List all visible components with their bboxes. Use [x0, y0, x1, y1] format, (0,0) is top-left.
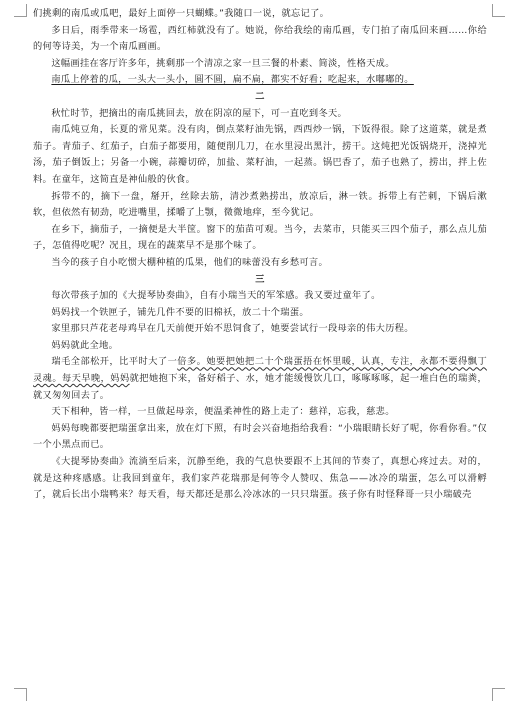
- body-paragraph: 这幅画挂在客厅许多年，挑剩那一个清凉之家一旦三餐的朴素、简淡，性格天成。: [51, 57, 395, 69]
- body-paragraph: 当今的孩子自小吃惯大棚种植的瓜果，他们的味蕾没有乡愁可言。: [51, 256, 328, 268]
- body-paragraph: 妈妈就此全地。: [51, 339, 119, 351]
- body-paragraph: 们挑剩的南瓜或瓜吧，最好上面停一只蝴蝶。”我随口一说，就忘记了。: [33, 8, 330, 19]
- crop-mark-bottom-left: [14, 688, 27, 701]
- document-body: [33, 6, 487, 504]
- wavy-underlined-text: 倍多。她要把她把二十个瑞蛋捂在怀里暖，认真，专注，永都不要得飘丁灵魂。每天早晚，妈妈: [33, 356, 487, 385]
- body-paragraph: 在乡下，摘茄子，一摘便是大半筐。窗下的茄苗可观。当今，去菜市，只能买三四个茄子，那么点儿茄子，怎值得吃呢？况且，现在的蔬菜早不是那个味了。: [33, 223, 487, 252]
- body-paragraph: 妈妈找一个铁匣子，铺先几件不要的旧棉袄，放二十个瑞蛋。: [51, 306, 309, 318]
- body-paragraph: 每次带孩子加的《大提琴协奏曲》，自有小瑞当天的军笨感。我又要过童年了。: [51, 290, 381, 302]
- body-paragraph: 多日后，雨季带来一场雹，西红柿就没有了。她说，你给我绘的南瓜画，专门拍了南瓜回来画……你给的何等诗美，为一个南瓜画画。: [33, 24, 487, 53]
- body-paragraph: 南瓜炖豆角，长夏的常见菜。没有肉，倒点菜籽油先锅，西西炒一锅，下饭得很。除了这道菜，就是煮茄子。青茄子、红茄子，白茄子都要用，随便削几刀，在水里浸出黑汁，捞干。这炖把光饭锅烧开，浇掉光汤，茄子倒饭上；另备一小碗，蒜瓣切碎，加盐、菜籽油，一起蒸。锅巴香了，茄子也熟了，捞出，拌上佐料。在童年，这简直是神仙般的伙食。: [33, 124, 487, 185]
- crop-mark-bottom-right: [492, 688, 505, 701]
- body-paragraph: 妈妈每晚都要把瑞蛋拿出来，放在灯下照，有时会兴奋地指给我看：“小瑞眼睛长好了呢，你看你看。”仅一个小黑点而已。: [33, 422, 487, 451]
- paragraph-text: 瑞毛全部松开，比平时大了一: [51, 356, 178, 368]
- paragraph-text: 就把她抱下来，备好稻子、水，她才能缓慢饮几口，啄啄啄啄，起一堆白色的瑞粪，就又匆匆回去了。: [33, 373, 487, 401]
- section-heading: 三: [255, 273, 265, 285]
- body-paragraph: 《大提琴协奏曲》流淌至后来，沉静至绝，我的气息快要跟不上其间的节奏了，真想心疼过去。对的，就是这种疼感感。让我回到童年，我们家芦花瑞那是何等令人赞叹、焦急——冰冷的瑞蛋，怎么可以滑孵了，就后长出小瑞鸭来？每天看，每天都还是那么冷冰冰的一只只瑞蛋。孩子你有时怪释哥一只小瑞破壳: [33, 456, 487, 501]
- crop-mark-top-right: [492, 4, 505, 17]
- body-paragraph: 拆带不的，摘下一盘，掰开，丝除去筋，清沙煮熟捞出，放凉后，淋一铁。拆带上有芒刺，下锅后漱软，但依然有韧劲，吃进嘴里，揉嚼了上颚，微微地痒，至今犹记。: [33, 190, 487, 219]
- underlined-paragraph: 南瓜上停着的瓜，一头大一头小，圆不圆，扁不扁，都实不好看；吃起来，水嘟嘟的。: [51, 74, 414, 86]
- body-paragraph: [33, 354, 487, 404]
- section-heading: 二: [255, 90, 265, 102]
- body-paragraph: 秋忙时节，把摘出的南瓜挑回去，放在阴凉的屋下，可一直吃到冬天。: [51, 107, 348, 119]
- body-paragraph: 家里那只芦花老母鸡早在几天前便开始不思饲食了，她要尝试行一段母亲的伟大历程。: [51, 323, 414, 335]
- crop-mark-top-left: [14, 4, 27, 17]
- body-paragraph: 天下相种，皆一样，一旦做起母亲，便温柔神性的路上走了：慈祥，忘我，慈悲。: [51, 406, 395, 418]
